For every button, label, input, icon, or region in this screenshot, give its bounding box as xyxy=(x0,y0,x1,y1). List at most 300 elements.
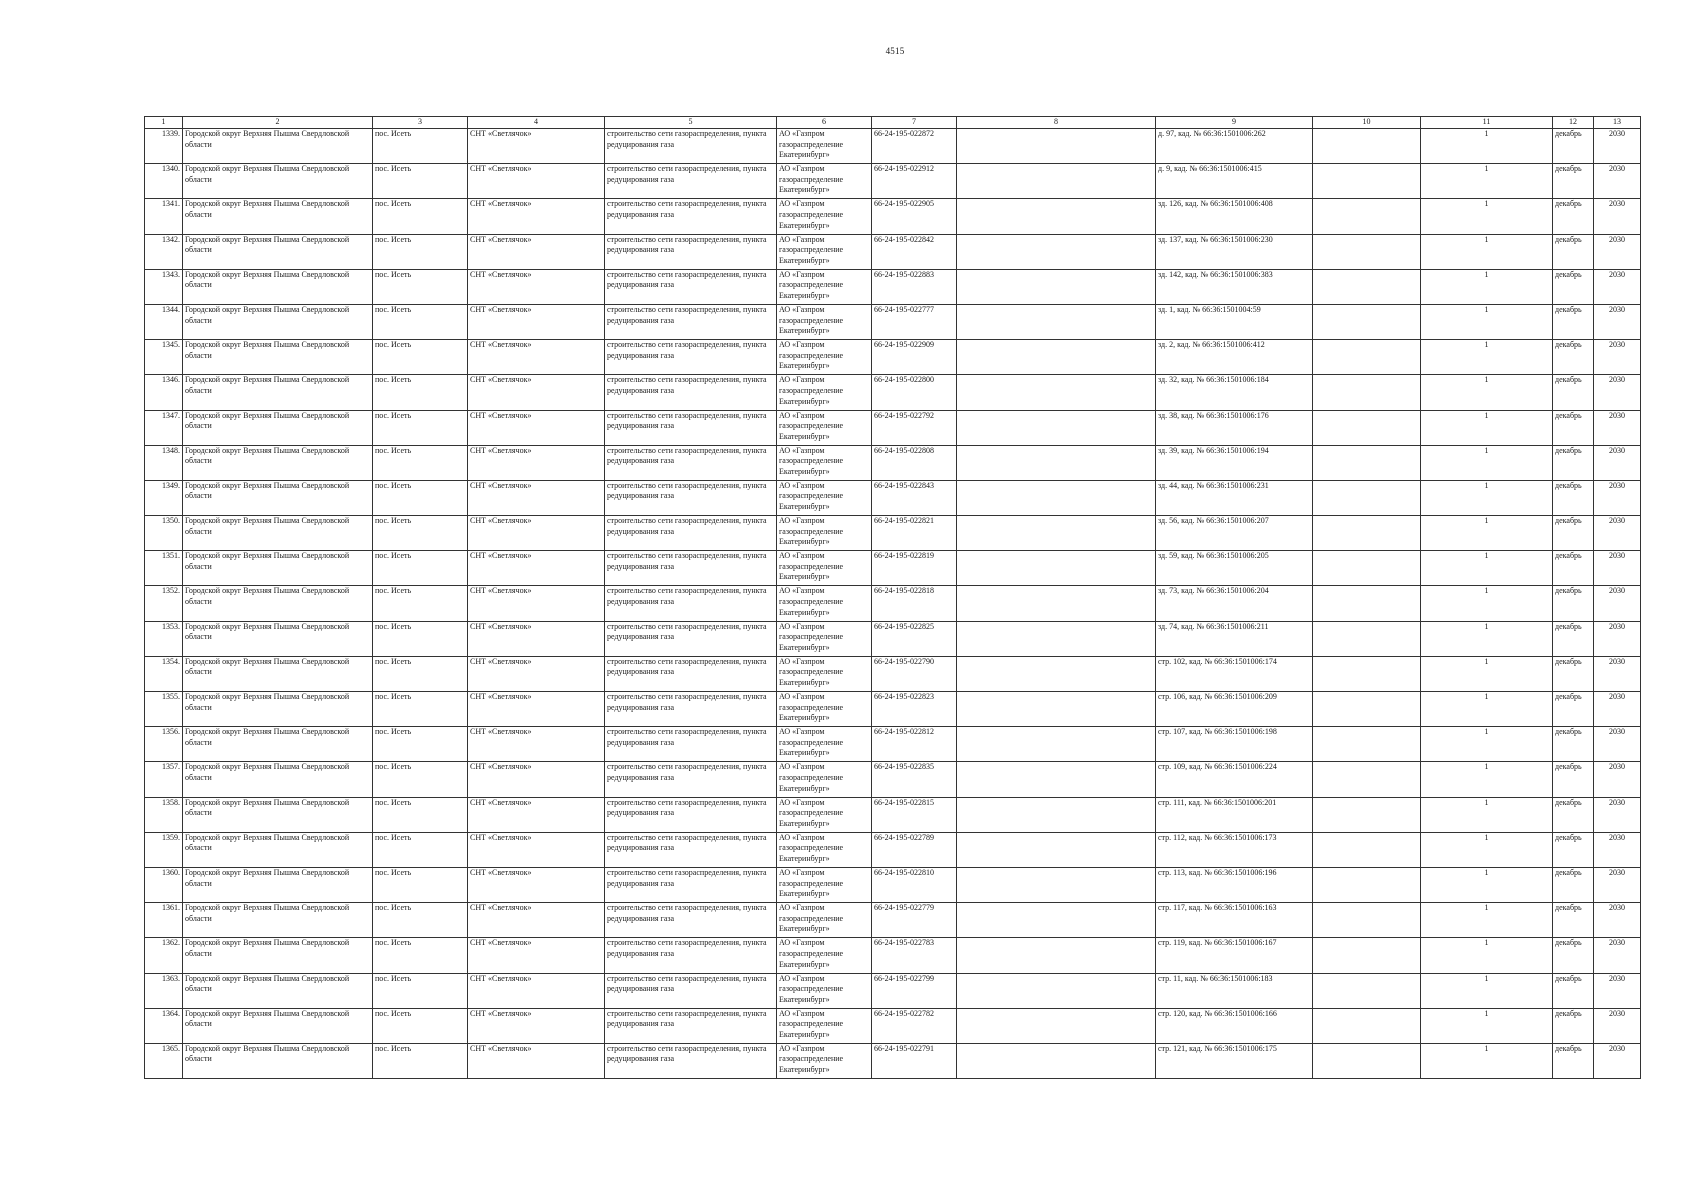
organization-cell: АО «Газпром газораспределение Екатеринбург» xyxy=(777,516,872,551)
empty-cell xyxy=(957,269,1156,304)
code-cell: 66-24-195-022777 xyxy=(872,304,957,339)
year-cell: 2030 xyxy=(1594,1008,1641,1043)
address-cell: стр. 112, кад. № 66:36:1501006:173 xyxy=(1156,832,1313,867)
settlement-cell: пос. Исеть xyxy=(373,903,468,938)
work-cell: строительство сети газораспределения, пункта редуцирования газа xyxy=(605,656,777,691)
year-cell: 2030 xyxy=(1594,797,1641,832)
row-number-cell: 1353. xyxy=(145,621,183,656)
table-row xyxy=(145,375,1641,410)
address-cell: зд. 1, кад. № 66:36:1501004:59 xyxy=(1156,304,1313,339)
page-number: 4515 xyxy=(885,46,905,56)
municipality-cell: Городской округ Верхняя Пышма Свердловской области xyxy=(183,164,373,199)
address-cell: зд. 44, кад. № 66:36:1501006:231 xyxy=(1156,480,1313,515)
empty-cell xyxy=(1313,1008,1421,1043)
year-cell: 2030 xyxy=(1594,692,1641,727)
column-header: 10 xyxy=(1313,117,1421,129)
row-number-cell: 1342. xyxy=(145,234,183,269)
municipality-cell: Городской округ Верхняя Пышма Свердловской области xyxy=(183,375,373,410)
year-cell: 2030 xyxy=(1594,903,1641,938)
work-cell: строительство сети газораспределения, пункта редуцирования газа xyxy=(605,234,777,269)
snt-cell: СНТ «Светлячок» xyxy=(468,832,605,867)
snt-cell: СНТ «Светлячок» xyxy=(468,516,605,551)
snt-cell: СНТ «Светлячок» xyxy=(468,973,605,1008)
empty-cell xyxy=(957,762,1156,797)
code-cell: 66-24-195-022783 xyxy=(872,938,957,973)
empty-cell xyxy=(1313,410,1421,445)
year-cell: 2030 xyxy=(1594,867,1641,902)
column-header: 6 xyxy=(777,117,872,129)
month-cell: декабрь xyxy=(1553,1008,1594,1043)
empty-cell xyxy=(957,516,1156,551)
address-cell: зд. 73, кад. № 66:36:1501006:204 xyxy=(1156,586,1313,621)
snt-cell: СНТ «Светлячок» xyxy=(468,445,605,480)
municipality-cell: Городской округ Верхняя Пышма Свердловской области xyxy=(183,551,373,586)
municipality-cell: Городской округ Верхняя Пышма Свердловской области xyxy=(183,410,373,445)
snt-cell: СНТ «Светлячок» xyxy=(468,304,605,339)
organization-cell: АО «Газпром газораспределение Екатеринбург» xyxy=(777,762,872,797)
municipality-cell: Городской округ Верхняя Пышма Свердловской области xyxy=(183,762,373,797)
code-cell: 66-24-195-022789 xyxy=(872,832,957,867)
year-cell: 2030 xyxy=(1594,164,1641,199)
quantity-cell: 1 xyxy=(1421,234,1553,269)
code-cell: 66-24-195-022819 xyxy=(872,551,957,586)
organization-cell: АО «Газпром газораспределение Екатеринбург» xyxy=(777,304,872,339)
row-number-cell: 1345. xyxy=(145,340,183,375)
empty-cell xyxy=(1313,832,1421,867)
month-cell: декабрь xyxy=(1553,727,1594,762)
row-number-cell: 1361. xyxy=(145,903,183,938)
code-cell: 66-24-195-022799 xyxy=(872,973,957,1008)
municipality-cell: Городской округ Верхняя Пышма Свердловской области xyxy=(183,129,373,164)
code-cell: 66-24-195-022823 xyxy=(872,692,957,727)
organization-cell: АО «Газпром газораспределение Екатеринбург» xyxy=(777,234,872,269)
address-cell: д. 9, кад. № 66:36:1501006:415 xyxy=(1156,164,1313,199)
organization-cell: АО «Газпром газораспределение Екатеринбург» xyxy=(777,1043,872,1078)
row-number-cell: 1346. xyxy=(145,375,183,410)
snt-cell: СНТ «Светлячок» xyxy=(468,1043,605,1078)
snt-cell: СНТ «Светлячок» xyxy=(468,340,605,375)
month-cell: декабрь xyxy=(1553,762,1594,797)
code-cell: 66-24-195-022810 xyxy=(872,867,957,902)
table-row xyxy=(145,340,1641,375)
work-cell: строительство сети газораспределения, пункта редуцирования газа xyxy=(605,692,777,727)
empty-cell xyxy=(957,551,1156,586)
snt-cell: СНТ «Светлячок» xyxy=(468,375,605,410)
empty-cell xyxy=(1313,621,1421,656)
empty-cell xyxy=(1313,727,1421,762)
quantity-cell: 1 xyxy=(1421,340,1553,375)
municipality-cell: Городской округ Верхняя Пышма Свердловской области xyxy=(183,692,373,727)
year-cell: 2030 xyxy=(1594,199,1641,234)
organization-cell: АО «Газпром газораспределение Екатеринбург» xyxy=(777,375,872,410)
quantity-cell: 1 xyxy=(1421,656,1553,691)
empty-cell xyxy=(1313,199,1421,234)
organization-cell: АО «Газпром газораспределение Екатеринбург» xyxy=(777,269,872,304)
empty-cell xyxy=(957,480,1156,515)
organization-cell: АО «Газпром газораспределение Екатеринбург» xyxy=(777,903,872,938)
year-cell: 2030 xyxy=(1594,621,1641,656)
row-number-cell: 1365. xyxy=(145,1043,183,1078)
municipality-cell: Городской округ Верхняя Пышма Свердловской области xyxy=(183,269,373,304)
month-cell: декабрь xyxy=(1553,164,1594,199)
code-cell: 66-24-195-022800 xyxy=(872,375,957,410)
organization-cell: АО «Газпром газораспределение Екатеринбург» xyxy=(777,445,872,480)
work-cell: строительство сети газораспределения, пункта редуцирования газа xyxy=(605,340,777,375)
month-cell: декабрь xyxy=(1553,445,1594,480)
municipality-cell: Городской округ Верхняя Пышма Свердловской области xyxy=(183,1008,373,1043)
organization-cell: АО «Газпром газораспределение Екатеринбург» xyxy=(777,727,872,762)
settlement-cell: пос. Исеть xyxy=(373,973,468,1008)
organization-cell: АО «Газпром газораспределение Екатеринбург» xyxy=(777,551,872,586)
settlement-cell: пос. Исеть xyxy=(373,832,468,867)
settlement-cell: пос. Исеть xyxy=(373,797,468,832)
month-cell: декабрь xyxy=(1553,903,1594,938)
empty-cell xyxy=(1313,938,1421,973)
work-cell: строительство сети газораспределения, пункта редуцирования газа xyxy=(605,1043,777,1078)
empty-cell xyxy=(1313,692,1421,727)
quantity-cell: 1 xyxy=(1421,516,1553,551)
table-row xyxy=(145,621,1641,656)
code-cell: 66-24-195-022843 xyxy=(872,480,957,515)
organization-cell: АО «Газпром газораспределение Екатеринбург» xyxy=(777,340,872,375)
quantity-cell: 1 xyxy=(1421,304,1553,339)
row-number-cell: 1363. xyxy=(145,973,183,1008)
row-number-cell: 1340. xyxy=(145,164,183,199)
snt-cell: СНТ «Светлячок» xyxy=(468,480,605,515)
code-cell: 66-24-195-022808 xyxy=(872,445,957,480)
organization-cell: АО «Газпром газораспределение Екатеринбург» xyxy=(777,586,872,621)
row-number-cell: 1356. xyxy=(145,727,183,762)
row-number-cell: 1341. xyxy=(145,199,183,234)
row-number-cell: 1364. xyxy=(145,1008,183,1043)
settlement-cell: пос. Исеть xyxy=(373,199,468,234)
empty-cell xyxy=(957,797,1156,832)
address-cell: зд. 56, кад. № 66:36:1501006:207 xyxy=(1156,516,1313,551)
quantity-cell: 1 xyxy=(1421,164,1553,199)
row-number-cell: 1347. xyxy=(145,410,183,445)
quantity-cell: 1 xyxy=(1421,797,1553,832)
row-number-cell: 1358. xyxy=(145,797,183,832)
quantity-cell: 1 xyxy=(1421,129,1553,164)
table-row xyxy=(145,727,1641,762)
work-cell: строительство сети газораспределения, пункта редуцирования газа xyxy=(605,445,777,480)
settlement-cell: пос. Исеть xyxy=(373,1043,468,1078)
address-cell: стр. 111, кад. № 66:36:1501006:201 xyxy=(1156,797,1313,832)
address-cell: зд. 74, кад. № 66:36:1501006:211 xyxy=(1156,621,1313,656)
table-row xyxy=(145,234,1641,269)
row-number-cell: 1343. xyxy=(145,269,183,304)
municipality-cell: Городской округ Верхняя Пышма Свердловской области xyxy=(183,234,373,269)
table-row xyxy=(145,551,1641,586)
row-number-cell: 1339. xyxy=(145,129,183,164)
empty-cell xyxy=(1313,797,1421,832)
empty-cell xyxy=(957,199,1156,234)
snt-cell: СНТ «Светлячок» xyxy=(468,234,605,269)
month-cell: декабрь xyxy=(1553,938,1594,973)
quantity-cell: 1 xyxy=(1421,269,1553,304)
address-cell: зд. 2, кад. № 66:36:1501006:412 xyxy=(1156,340,1313,375)
month-cell: декабрь xyxy=(1553,375,1594,410)
organization-cell: АО «Газпром газораспределение Екатеринбург» xyxy=(777,832,872,867)
empty-cell xyxy=(957,621,1156,656)
address-cell: зд. 126, кад. № 66:36:1501006:408 xyxy=(1156,199,1313,234)
column-number-row xyxy=(145,117,1641,129)
column-header: 13 xyxy=(1594,117,1641,129)
table-row xyxy=(145,1043,1641,1078)
year-cell: 2030 xyxy=(1594,516,1641,551)
work-cell: строительство сети газораспределения, пункта редуцирования газа xyxy=(605,586,777,621)
municipality-cell: Городской округ Верхняя Пышма Свердловской области xyxy=(183,516,373,551)
code-cell: 66-24-195-022842 xyxy=(872,234,957,269)
address-cell: стр. 109, кад. № 66:36:1501006:224 xyxy=(1156,762,1313,797)
organization-cell: АО «Газпром газораспределение Екатеринбург» xyxy=(777,621,872,656)
table-row xyxy=(145,832,1641,867)
month-cell: декабрь xyxy=(1553,551,1594,586)
code-cell: 66-24-195-022821 xyxy=(872,516,957,551)
table-row xyxy=(145,164,1641,199)
municipality-cell: Городской округ Верхняя Пышма Свердловской области xyxy=(183,973,373,1008)
settlement-cell: пос. Исеть xyxy=(373,269,468,304)
snt-cell: СНТ «Светлячок» xyxy=(468,903,605,938)
address-cell: зд. 142, кад. № 66:36:1501006:383 xyxy=(1156,269,1313,304)
year-cell: 2030 xyxy=(1594,410,1641,445)
table-body xyxy=(145,129,1641,1079)
settlement-cell: пос. Исеть xyxy=(373,1008,468,1043)
organization-cell: АО «Газпром газораспределение Екатеринбург» xyxy=(777,938,872,973)
row-number-cell: 1354. xyxy=(145,656,183,691)
empty-cell xyxy=(957,129,1156,164)
snt-cell: СНТ «Светлячок» xyxy=(468,551,605,586)
code-cell: 66-24-195-022835 xyxy=(872,762,957,797)
empty-cell xyxy=(957,410,1156,445)
table-row xyxy=(145,269,1641,304)
organization-cell: АО «Газпром газораспределение Екатеринбург» xyxy=(777,973,872,1008)
column-header: 11 xyxy=(1421,117,1553,129)
year-cell: 2030 xyxy=(1594,234,1641,269)
municipality-cell: Городской округ Верхняя Пышма Свердловской области xyxy=(183,480,373,515)
settlement-cell: пос. Исеть xyxy=(373,410,468,445)
code-cell: 66-24-195-022872 xyxy=(872,129,957,164)
work-cell: строительство сети газораспределения, пункта редуцирования газа xyxy=(605,480,777,515)
code-cell: 66-24-195-022909 xyxy=(872,340,957,375)
table-row xyxy=(145,586,1641,621)
settlement-cell: пос. Исеть xyxy=(373,867,468,902)
quantity-cell: 1 xyxy=(1421,410,1553,445)
municipality-cell: Городской округ Верхняя Пышма Свердловской области xyxy=(183,903,373,938)
month-cell: декабрь xyxy=(1553,867,1594,902)
table-row xyxy=(145,516,1641,551)
empty-cell xyxy=(957,903,1156,938)
column-header: 1 xyxy=(145,117,183,129)
work-cell: строительство сети газораспределения, пункта редуцирования газа xyxy=(605,516,777,551)
empty-cell xyxy=(957,1008,1156,1043)
table-row xyxy=(145,692,1641,727)
empty-cell xyxy=(1313,762,1421,797)
table-row xyxy=(145,797,1641,832)
municipality-cell: Городской округ Верхняя Пышма Свердловской области xyxy=(183,832,373,867)
table-row xyxy=(145,1008,1641,1043)
empty-cell xyxy=(1313,480,1421,515)
settlement-cell: пос. Исеть xyxy=(373,938,468,973)
month-cell: декабрь xyxy=(1553,304,1594,339)
table-row xyxy=(145,480,1641,515)
year-cell: 2030 xyxy=(1594,586,1641,621)
municipality-cell: Городской округ Верхняя Пышма Свердловской области xyxy=(183,1043,373,1078)
code-cell: 66-24-195-022779 xyxy=(872,903,957,938)
work-cell: строительство сети газораспределения, пункта редуцирования газа xyxy=(605,164,777,199)
row-number-cell: 1352. xyxy=(145,586,183,621)
empty-cell xyxy=(957,234,1156,269)
month-cell: декабрь xyxy=(1553,129,1594,164)
code-cell: 66-24-195-022790 xyxy=(872,656,957,691)
quantity-cell: 1 xyxy=(1421,1008,1553,1043)
registry-table xyxy=(144,116,1641,1079)
settlement-cell: пос. Исеть xyxy=(373,375,468,410)
year-cell: 2030 xyxy=(1594,832,1641,867)
settlement-cell: пос. Исеть xyxy=(373,445,468,480)
month-cell: декабрь xyxy=(1553,832,1594,867)
code-cell: 66-24-195-022782 xyxy=(872,1008,957,1043)
organization-cell: АО «Газпром газораспределение Екатеринбург» xyxy=(777,164,872,199)
address-cell: стр. 121, кад. № 66:36:1501006:175 xyxy=(1156,1043,1313,1078)
table-row xyxy=(145,656,1641,691)
organization-cell: АО «Газпром газораспределение Екатеринбург» xyxy=(777,480,872,515)
column-header: 5 xyxy=(605,117,777,129)
work-cell: строительство сети газораспределения, пункта редуцирования газа xyxy=(605,304,777,339)
address-cell: стр. 117, кад. № 66:36:1501006:163 xyxy=(1156,903,1313,938)
settlement-cell: пос. Исеть xyxy=(373,129,468,164)
quantity-cell: 1 xyxy=(1421,551,1553,586)
table-row xyxy=(145,304,1641,339)
address-cell: стр. 102, кад. № 66:36:1501006:174 xyxy=(1156,656,1313,691)
work-cell: строительство сети газораспределения, пункта редуцирования газа xyxy=(605,797,777,832)
month-cell: декабрь xyxy=(1553,797,1594,832)
snt-cell: СНТ «Светлячок» xyxy=(468,129,605,164)
empty-cell xyxy=(1313,1043,1421,1078)
table-row xyxy=(145,938,1641,973)
settlement-cell: пос. Исеть xyxy=(373,586,468,621)
empty-cell xyxy=(1313,129,1421,164)
year-cell: 2030 xyxy=(1594,445,1641,480)
snt-cell: СНТ «Светлячок» xyxy=(468,867,605,902)
year-cell: 2030 xyxy=(1594,656,1641,691)
settlement-cell: пос. Исеть xyxy=(373,692,468,727)
month-cell: декабрь xyxy=(1553,621,1594,656)
empty-cell xyxy=(957,973,1156,1008)
empty-cell xyxy=(957,445,1156,480)
row-number-cell: 1357. xyxy=(145,762,183,797)
empty-cell xyxy=(957,164,1156,199)
code-cell: 66-24-195-022818 xyxy=(872,586,957,621)
table-row xyxy=(145,445,1641,480)
empty-cell xyxy=(1313,551,1421,586)
organization-cell: АО «Газпром газораспределение Екатеринбург» xyxy=(777,656,872,691)
month-cell: декабрь xyxy=(1553,1043,1594,1078)
code-cell: 66-24-195-022791 xyxy=(872,1043,957,1078)
column-header: 12 xyxy=(1553,117,1594,129)
empty-cell xyxy=(1313,973,1421,1008)
year-cell: 2030 xyxy=(1594,762,1641,797)
organization-cell: АО «Газпром газораспределение Екатеринбург» xyxy=(777,199,872,234)
work-cell: строительство сети газораспределения, пункта редуцирования газа xyxy=(605,410,777,445)
year-cell: 2030 xyxy=(1594,340,1641,375)
year-cell: 2030 xyxy=(1594,480,1641,515)
settlement-cell: пос. Исеть xyxy=(373,762,468,797)
work-cell: строительство сети газораспределения, пункта редуцирования газа xyxy=(605,938,777,973)
code-cell: 66-24-195-022812 xyxy=(872,727,957,762)
municipality-cell: Городской округ Верхняя Пышма Свердловской области xyxy=(183,304,373,339)
empty-cell xyxy=(1313,656,1421,691)
month-cell: декабрь xyxy=(1553,973,1594,1008)
snt-cell: СНТ «Светлячок» xyxy=(468,762,605,797)
quantity-cell: 1 xyxy=(1421,973,1553,1008)
address-cell: стр. 107, кад. № 66:36:1501006:198 xyxy=(1156,727,1313,762)
quantity-cell: 1 xyxy=(1421,832,1553,867)
month-cell: декабрь xyxy=(1553,692,1594,727)
quantity-cell: 1 xyxy=(1421,692,1553,727)
month-cell: декабрь xyxy=(1553,656,1594,691)
month-cell: декабрь xyxy=(1553,199,1594,234)
month-cell: декабрь xyxy=(1553,480,1594,515)
address-cell: стр. 120, кад. № 66:36:1501006:166 xyxy=(1156,1008,1313,1043)
snt-cell: СНТ «Светлячок» xyxy=(468,269,605,304)
code-cell: 66-24-195-022912 xyxy=(872,164,957,199)
empty-cell xyxy=(957,692,1156,727)
empty-cell xyxy=(1313,164,1421,199)
quantity-cell: 1 xyxy=(1421,1043,1553,1078)
row-number-cell: 1355. xyxy=(145,692,183,727)
column-header: 4 xyxy=(468,117,605,129)
municipality-cell: Городской округ Верхняя Пышма Свердловской области xyxy=(183,621,373,656)
row-number-cell: 1349. xyxy=(145,480,183,515)
snt-cell: СНТ «Светлячок» xyxy=(468,692,605,727)
month-cell: декабрь xyxy=(1553,586,1594,621)
settlement-cell: пос. Исеть xyxy=(373,621,468,656)
work-cell: строительство сети газораспределения, пункта редуцирования газа xyxy=(605,1008,777,1043)
month-cell: декабрь xyxy=(1553,340,1594,375)
work-cell: строительство сети газораспределения, пункта редуцирования газа xyxy=(605,129,777,164)
municipality-cell: Городской округ Верхняя Пышма Свердловской области xyxy=(183,867,373,902)
month-cell: декабрь xyxy=(1553,410,1594,445)
code-cell: 66-24-195-022815 xyxy=(872,797,957,832)
quantity-cell: 1 xyxy=(1421,762,1553,797)
empty-cell xyxy=(957,938,1156,973)
organization-cell: АО «Газпром газораспределение Екатеринбург» xyxy=(777,410,872,445)
address-cell: зд. 59, кад. № 66:36:1501006:205 xyxy=(1156,551,1313,586)
table-row xyxy=(145,762,1641,797)
column-header: 7 xyxy=(872,117,957,129)
settlement-cell: пос. Исеть xyxy=(373,304,468,339)
work-cell: строительство сети газораспределения, пункта редуцирования газа xyxy=(605,727,777,762)
address-cell: зд. 39, кад. № 66:36:1501006:194 xyxy=(1156,445,1313,480)
address-cell: стр. 106, кад. № 66:36:1501006:209 xyxy=(1156,692,1313,727)
work-cell: строительство сети газораспределения, пункта редуцирования газа xyxy=(605,762,777,797)
empty-cell xyxy=(957,867,1156,902)
settlement-cell: пос. Исеть xyxy=(373,656,468,691)
year-cell: 2030 xyxy=(1594,375,1641,410)
quantity-cell: 1 xyxy=(1421,375,1553,410)
work-cell: строительство сети газораспределения, пункта редуцирования газа xyxy=(605,621,777,656)
quantity-cell: 1 xyxy=(1421,199,1553,234)
year-cell: 2030 xyxy=(1594,727,1641,762)
snt-cell: СНТ «Светлячок» xyxy=(468,1008,605,1043)
address-cell: стр. 119, кад. № 66:36:1501006:167 xyxy=(1156,938,1313,973)
snt-cell: СНТ «Светлячок» xyxy=(468,164,605,199)
settlement-cell: пос. Исеть xyxy=(373,551,468,586)
quantity-cell: 1 xyxy=(1421,727,1553,762)
work-cell: строительство сети газораспределения, пункта редуцирования газа xyxy=(605,199,777,234)
work-cell: строительство сети газораспределения, пункта редуцирования газа xyxy=(605,551,777,586)
